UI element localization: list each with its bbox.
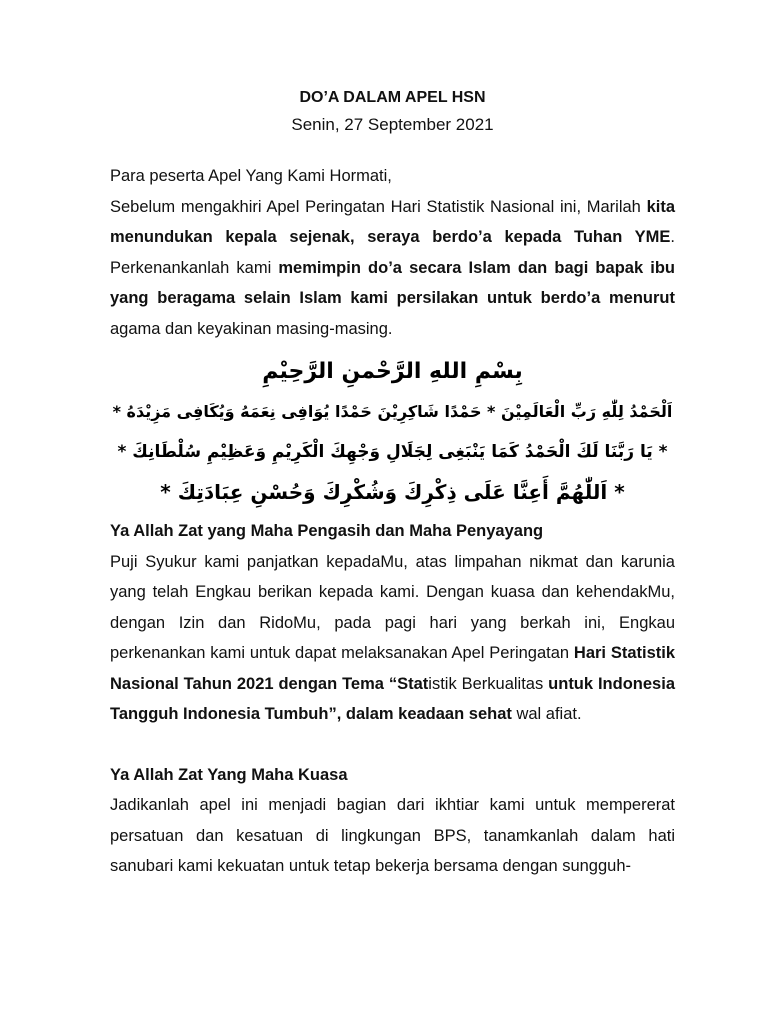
arabic-basmalah: بِسْمِ اللهِ الرَّحْمنِ الرَّحِيْمِ bbox=[262, 359, 523, 384]
section1-text-1: Puji Syukur kami panjatkan kepadaMu, atas limpahan nikmat dan karunia yang telah Engkau berikan kepada kami. Dengan kuasa dan kehendakMu, dengan Izin dan RidoMu, pada pagi hari yang berkah ini, Engkau perkenankan kami untuk dapat melaksanakan Apel Peringatan bbox=[110, 552, 675, 662]
intro-paragraph bbox=[110, 192, 675, 345]
document-page bbox=[110, 88, 675, 882]
arabic-line-1: اَلْحَمْدُ لِلّٰهِ رَبِّ الْعَالَمِيْنَ * حَمْدًا شَاكِرِيْنَ حَمْدًا يُوَافِى نِعَمَهُ وَيُكَافِى مَزِيْدَهُ * bbox=[112, 402, 673, 421]
arabic-line-2: * يَا رَبَّنَا لَكَ الْحَمْدُ كَمَا يَنْبَغِى لِجَلَالِ وَجْهِكَ الْكَرِيْمِ وَعَظِيْمِ سُلْطَانِكَ * bbox=[117, 442, 668, 462]
section1-text-3: istik Berkualitas bbox=[428, 674, 549, 693]
arabic-prayer-block bbox=[110, 352, 675, 512]
intro-text-2: kita menundukan kepala sejenak, seraya berdo’a kepada Tuhan YME bbox=[110, 197, 675, 246]
document-title: DO’A DALAM APEL HSN bbox=[299, 89, 486, 106]
intro-text-4: memimpin do’a secara Islam dan bagi bapak ibu yang beragama selain Islam kami persilakan untuk berdo’a menurut bbox=[110, 258, 676, 307]
section1-text-2: Hari Statistik Nasional Tahun 2021 dengan Tema “Stat bbox=[110, 644, 676, 693]
section-heading-kuasa: Ya Allah Zat Yang Maha Kuasa bbox=[110, 765, 348, 784]
document-date: Senin, 27 September 2021 bbox=[291, 115, 494, 134]
section-paragraph-kuasa: Jadikanlah apel ini menjadi bagian dari ikhtiar kami untuk mempererat persatuan dan kesatuan di lingkungan BPS, tanamkanlah dalam hati sanubari kami kekuatan untuk tetap bekerja bersama dengan sungguh- bbox=[110, 796, 675, 875]
section-paragraph-pengasih bbox=[110, 547, 675, 730]
intro-text-1: Sebelum mengakhiri Apel Peringatan Hari Statistik Nasional ini, Marilah bbox=[110, 197, 647, 216]
section-heading-pengasih: Ya Allah Zat yang Maha Pengasih dan Maha Penyayang bbox=[110, 522, 544, 540]
intro-text-5: agama dan keyakinan masing-masing. bbox=[110, 319, 393, 338]
section1-text-5: wal afiat. bbox=[511, 705, 582, 723]
section1-text-4: untuk Indonesia Tangguh Indonesia Tumbuh”, dalam keadaan sehat bbox=[110, 674, 675, 723]
spacer bbox=[110, 730, 675, 760]
intro-text-3: . Perkenankanlah kami bbox=[110, 228, 675, 277]
greeting-line: Para peserta Apel Yang Kami Hormati, bbox=[110, 167, 392, 185]
arabic-line-3: * اَللّٰهُمَّ أَعِنَّا عَلَى ذِكْرِكَ وَشُكْرِكَ وَحُسْنِ عِبَادَتِكَ * bbox=[160, 480, 625, 504]
